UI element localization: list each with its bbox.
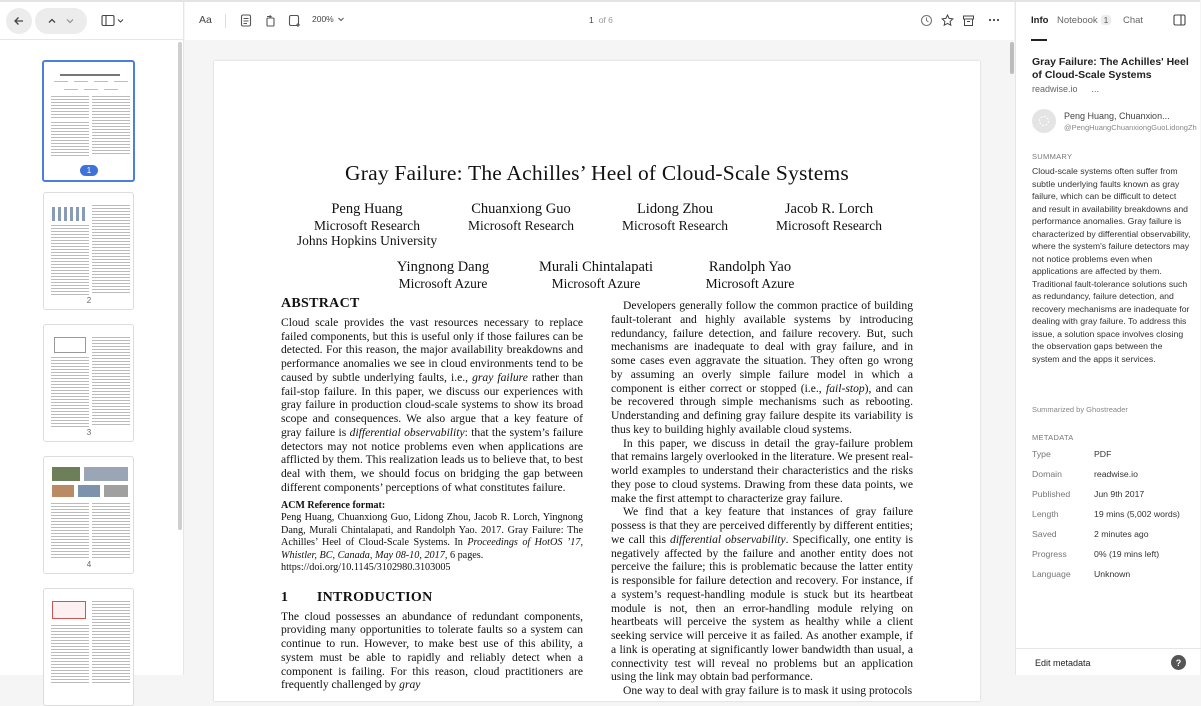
- font-settings-button[interactable]: Aa: [199, 14, 212, 26]
- notebook-count-badge: 1: [1101, 15, 1112, 25]
- summarized-by: Summarized by Ghostreader: [1032, 405, 1128, 414]
- author-name: Lidong Zhou: [636, 201, 714, 217]
- metadata-row: Progress 0% (19 mins left): [1032, 549, 1160, 559]
- page-number: 2: [86, 296, 92, 305]
- page-thumbnail-3[interactable]: [43, 324, 134, 442]
- panel-right-icon: [1173, 14, 1186, 26]
- page-indicator: [589, 15, 613, 25]
- document-toolbar: [185, 2, 1014, 40]
- page-thumbnail-1[interactable]: [42, 60, 135, 182]
- chevron-down-icon: [337, 15, 345, 23]
- page-thumbnail-2[interactable]: [43, 192, 134, 310]
- page-nav-group: [35, 8, 87, 34]
- page-number-badge: 1: [80, 165, 98, 176]
- metadata-row: Length 19 mins (5,002 words): [1032, 509, 1180, 519]
- edit-metadata-button[interactable]: Edit metadata: [1035, 658, 1091, 668]
- reading-time-button[interactable]: [920, 14, 933, 27]
- source-domain[interactable]: readwise.io: [1032, 84, 1078, 94]
- author-name: Randolph Yao: [708, 259, 792, 275]
- author-affiliation: Microsoft Research: [313, 217, 421, 233]
- document-scrollbar[interactable]: [1010, 42, 1014, 74]
- metadata-label: METADATA: [1032, 433, 1074, 442]
- zoom-select[interactable]: [312, 14, 345, 24]
- more-horizontal-icon: [988, 14, 1000, 26]
- metadata-row: Language Unknown: [1032, 569, 1131, 579]
- chevron-down-icon[interactable]: [65, 16, 75, 26]
- acm-reference-heading: ACM Reference format:: [281, 499, 386, 511]
- author-name: Chuanxiong Guo: [471, 201, 571, 217]
- body-paragraph: One way to deal with gray failure is to mask it using protocols: [623, 684, 913, 697]
- sidebar-scrollbar[interactable]: [178, 42, 182, 530]
- archive-icon: [962, 14, 975, 27]
- rotate-button[interactable]: [264, 14, 277, 27]
- author-block: [358, 260, 528, 291]
- author-affiliation: Microsoft Research: [621, 217, 729, 233]
- current-page[interactable]: 1: [589, 15, 594, 25]
- page-number: 3: [86, 428, 92, 437]
- arrow-left-icon: [13, 15, 25, 27]
- author-affiliation: Microsoft Azure: [398, 275, 488, 291]
- chevron-up-icon[interactable]: [47, 16, 57, 26]
- author-name: Jacob R. Lorch: [784, 201, 874, 217]
- author-handle: @PengHuangChuanxiongGuoLidongZh: [1064, 123, 1197, 132]
- introduction-heading: 1 INTRODUCTION: [281, 589, 433, 605]
- author-affiliation: Microsoft Azure: [551, 275, 641, 291]
- author-affiliation: Microsoft Research: [467, 217, 575, 233]
- sidebar-toggle-button[interactable]: [101, 14, 125, 28]
- author-affiliation: Johns Hopkins University: [296, 233, 438, 248]
- body-paragraph: Developers generally follow the common practice of building fault-tolerant and highly available systems by introducing redundancy, failure detection, and failure recovery. But, such mechanisms are inadequate to deal with gray failure, and in some cases even aggravate the situation. They often go wrong by assuming an overly simple failure model in which a component is either correct or stopped (i.e., fail-stop), and can be recovered through simple mechanisms such as rebooting. Understanding and defining gray failure despite its variability is thus key to building highly available cloud systems.: [611, 299, 913, 436]
- rotate-icon: [264, 14, 277, 27]
- introduction-paragraph: The cloud possesses an abundance of redundant components, providing many opportunities to tolerate faults so a system can continue to run. However, to make best use of this ability, a system must be able to rapidly and reliably detect when a component is failing. For this reason, cloud practitioners are frequently challenged by gray: [281, 609, 583, 692]
- sidebar-layout-icon: [101, 14, 125, 28]
- document-title: Gray Failure: The Achilles' Heel of Cloud-Scale Systems: [1032, 56, 1189, 81]
- author-block: [436, 202, 606, 233]
- doi-link[interactable]: https://doi.org/10.1145/3102980.3103005: [281, 562, 451, 574]
- document-icon: [240, 14, 252, 27]
- page-thumbnails-sidebar: [0, 40, 184, 675]
- author-affiliation: Microsoft Azure: [705, 275, 795, 291]
- archive-button[interactable]: [962, 14, 975, 27]
- author-block: [511, 260, 681, 291]
- author-affiliation: Microsoft Research: [775, 217, 883, 233]
- tab-notebook[interactable]: Notebook 1: [1057, 15, 1111, 26]
- acm-reference-text: Peng Huang, Chuanxiong Guo, Lidong Zhou, Jacob R. Lorch, Yingnong Dang, Murali Chintalapati, and Randolph Yao. 2017. Gray Failure: The Achilles’ Heel of Cloud-Scale Systems. In Proceedings of HotOS ’17, Whistler, BC, Canada, May 08-10, 2017, 6 pages.: [281, 512, 583, 561]
- author-block: [744, 202, 914, 233]
- source-row: [1032, 84, 1099, 94]
- pdf-page: [214, 61, 980, 701]
- abstract-paragraph: Cloud scale provides the vast resources necessary to replace failed components, but this is useful only if those failures can be detected. For this reason, the major availability breakdowns and performance anomalies we see in cloud environments tend to be caused by subtle underlying faults, i.e., gray failure rather than fail-stop failure. In this paper, we discuss our experiences with gray failure in production cloud-scale systems to show its broad scope and consequences. We also argue that a key feature of gray failure is differential observability: that the system’s failure detectors may not notice problems even when applications are afflicted by them. This realization leads us to believe that, to best deal with them, we should focus on bridging the gap between different components’ perceptions of what constitutes failure.: [281, 315, 584, 494]
- metadata-row: Type PDF: [1032, 449, 1112, 459]
- add-note-icon: [288, 14, 301, 27]
- author-block: [665, 260, 835, 291]
- clock-icon: [920, 14, 933, 27]
- author-block: [590, 202, 760, 233]
- author-name: Murali Chintalapati: [539, 259, 653, 275]
- panel-toggle-button[interactable]: [1173, 14, 1186, 26]
- metadata-row: Domain readwise.io: [1032, 469, 1138, 479]
- page-thumbnail-5[interactable]: [43, 588, 134, 706]
- abstract-heading: ABSTRACT: [281, 296, 360, 311]
- document-view-button[interactable]: [240, 14, 252, 27]
- star-icon: [941, 14, 954, 27]
- more-options-button[interactable]: [988, 14, 1000, 26]
- left-toolbar: [0, 2, 184, 40]
- zoom-level: 200%: [312, 14, 334, 24]
- metadata-row: Published Jun 9th 2017: [1032, 489, 1145, 499]
- page-total: of 6: [598, 15, 613, 25]
- body-paragraph: In this paper, we discuss in detail the gray-failure problem that remains largely overlooked in the literature. We present real-world examples to understand their characteristics and the risks they pose to cloud systems. Drawing from these data points, we make the first attempt to characterize gray failure.: [611, 436, 913, 505]
- summary-text: Cloud-scale systems often suffer from subtle underlying faults known as gray failure, which can be difficult to detect and result in availability breakdowns and performance anomalies. Gray failure is characterized by differential observability, where the system's failure detectors may not notice problems even when applications are affected by them. Traditional fault-tolerance solutions such as redundancy, failure detection, and recovery mechanisms are inadequate for dealing with gray failure. To address this issue, a solution space involves closing the observation gaps between the system and the apps it services.: [1032, 166, 1191, 364]
- help-button[interactable]: ?: [1171, 655, 1186, 670]
- paper-title: Gray Failure: The Achilles’ Heel of Cloud-Scale Systems: [345, 161, 849, 185]
- info-panel: [1015, 2, 1200, 675]
- author-block: [282, 202, 452, 249]
- add-page-button[interactable]: [288, 14, 301, 27]
- right-column: [611, 299, 913, 698]
- author-name[interactable]: Peng Huang, Chuanxion...: [1064, 111, 1170, 121]
- favorite-button[interactable]: [941, 14, 954, 27]
- metadata-row: Saved 2 minutes ago: [1032, 529, 1149, 539]
- user-icon: [1038, 115, 1050, 127]
- body-paragraph: We find that a key feature that instances of gray failure possess is that they are perceived differently by different entities; we call this differential observability. Specifically, one entity is negatively affected by the failure and another entity does not perceive the failure; this is problematic because the latter entity is responsible for failure detection and recovery. For instance, if a system’s request-handling module is stuck but its heartbeat module is not, then an error-handling module relying on heartbeats will perceive the system as healthy while a client seeking service will perceive it as failed. As another example, if a link is operating at significantly lower bandwidth than usual, a connectivity test will reveal no problems but an application using the link may obtain bad performance.: [611, 505, 913, 684]
- more-source-button[interactable]: ...: [1091, 84, 1100, 94]
- left-column: [281, 297, 583, 692]
- author-name: Peng Huang: [331, 201, 403, 217]
- metadata-list: [1032, 449, 1197, 589]
- summary-label: SUMMARY: [1032, 152, 1073, 161]
- page-thumbnail-4[interactable]: [43, 456, 134, 574]
- panel-footer: [1016, 648, 1201, 675]
- tab-info[interactable]: Info: [1031, 15, 1049, 26]
- page-number: 4: [86, 560, 92, 569]
- author-name: Yingnong Dang: [396, 259, 490, 275]
- document-viewer: [185, 40, 1014, 697]
- back-button[interactable]: [6, 8, 32, 34]
- tab-chat[interactable]: Chat: [1123, 15, 1144, 26]
- avatar: [1032, 109, 1056, 133]
